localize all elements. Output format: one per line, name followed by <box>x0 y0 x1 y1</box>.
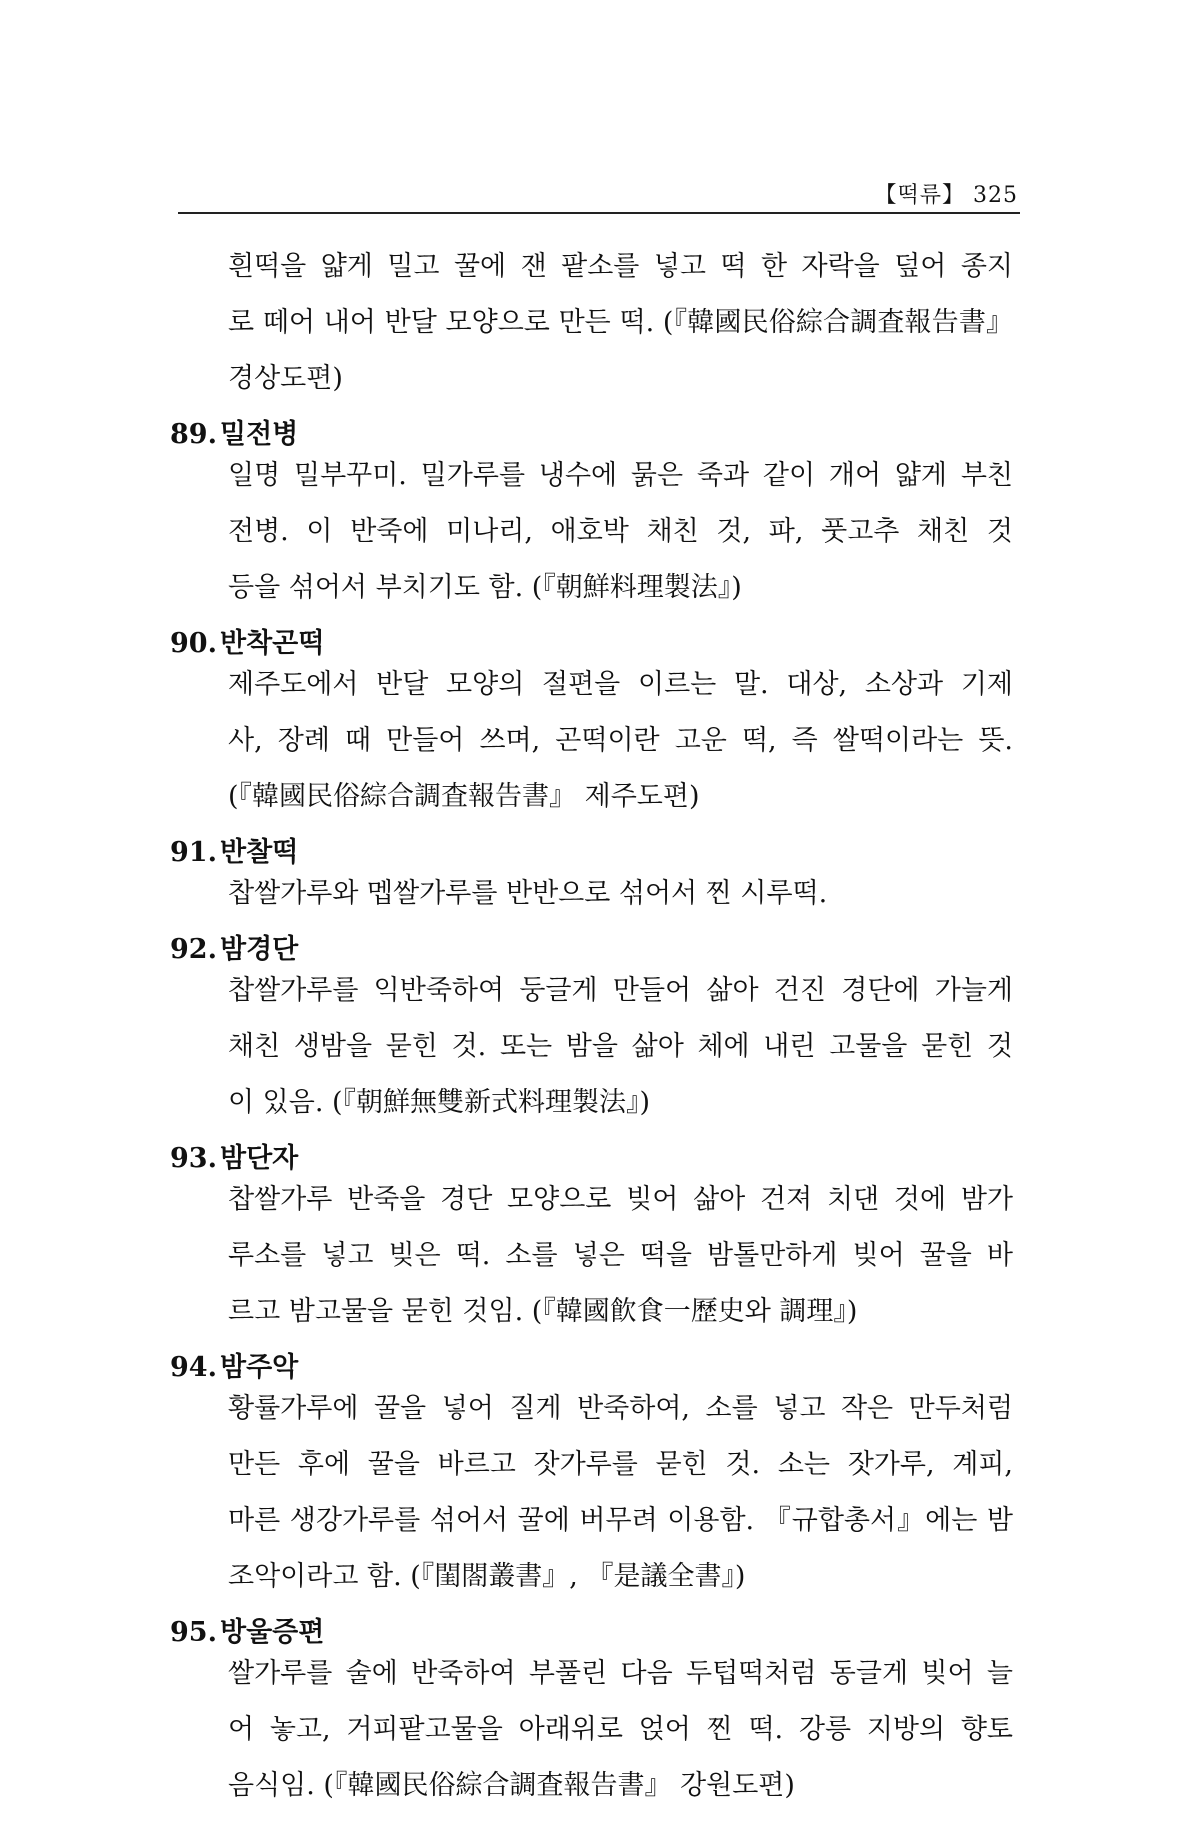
continued-entry <box>228 248 1013 416</box>
body-line: 전병. 이 반죽에 미나리, 애호박 채친 것, 파, 풋고추 채친 것 <box>228 516 1013 547</box>
body-line: 마른 생강가루를 섞어서 꿀에 버무려 이용함. 『규합총서』에는 밤 <box>228 1505 1013 1536</box>
body-line: 이 있음. (『朝鮮無雙新式料理製法』) <box>228 1087 651 1118</box>
body-line: 로 떼어 내어 반달 모양으로 만든 떡. (『韓國民俗綜合調査報告書』 <box>228 307 1013 338</box>
entry-heading: 밤경단 <box>220 934 299 965</box>
entry-title <box>170 1140 1015 1181</box>
body-line: 제주도에서 반달 모양의 절편을 이르는 말. 대상, 소상과 기제 <box>228 669 1013 700</box>
header-rule <box>178 212 1020 214</box>
body-line: 황률가루에 꿀을 넣어 질게 반죽하여, 소를 넣고 작은 만두처럼 <box>228 1393 1013 1424</box>
entry-title <box>170 1349 1015 1390</box>
entry-title <box>170 625 1015 666</box>
body-line: 찹쌀가루를 익반죽하여 둥글게 만들어 삶아 건진 경단에 가늘게 <box>228 975 1013 1006</box>
entry-number: 92. <box>170 934 217 965</box>
entry-title <box>170 1614 1015 1655</box>
body-line: 채친 생밤을 묻힌 것. 또는 밤을 삶아 체에 내린 고물을 묻힌 것 <box>228 1031 1013 1062</box>
entry-title <box>170 834 1015 875</box>
body-line: 조악이라고 함. (『閨閤叢書』, 『是議全書』) <box>228 1561 746 1592</box>
entry-89 <box>170 416 1015 625</box>
entry-number: 89. <box>170 419 217 450</box>
entry-body <box>228 1181 1013 1349</box>
body-line: 음식임. (『韓國民俗綜合調査報告書』 강원도편) <box>228 1770 795 1801</box>
entry-body <box>228 457 1013 625</box>
entry-90 <box>170 625 1015 834</box>
entry-body <box>228 1655 1013 1823</box>
entry-number: 95. <box>170 1617 217 1648</box>
body-line: 등을 섞어서 부치기도 함. (『朝鮮料理製法』) <box>228 572 742 603</box>
entry-number: 90. <box>170 628 217 659</box>
body-line: 일명 밀부꾸미. 밀가루를 냉수에 묽은 죽과 같이 개어 얇게 부친 <box>228 460 1013 491</box>
entry-95 <box>170 1614 1015 1823</box>
body-line: 흰떡을 얇게 밀고 꿀에 잰 팥소를 넣고 떡 한 자락을 덮어 종지 <box>228 251 1013 282</box>
body-line: 어 놓고, 거피팥고물을 아래위로 얹어 찐 떡. 강릉 지방의 향토 <box>228 1714 1013 1745</box>
body-line: 사, 장례 때 만들어 쓰며, 곤떡이란 고운 떡, 즉 쌀떡이라는 뜻. <box>228 725 1013 756</box>
entry-heading: 방울증편 <box>220 1617 325 1648</box>
body-line: 만든 후에 꿀을 바르고 잣가루를 묻힌 것. 소는 잣가루, 계피, <box>228 1449 1013 1480</box>
page-content <box>170 248 1015 1823</box>
entry-92 <box>170 931 1015 1140</box>
entry-body <box>228 875 1013 931</box>
body-line: 쌀가루를 술에 반죽하여 부풀린 다음 두텁떡처럼 동글게 빚어 늘 <box>228 1658 1013 1689</box>
entry-body <box>228 972 1013 1140</box>
body-line: 찹쌀가루와 멥쌀가루를 반반으로 섞어서 찐 시루떡. <box>228 878 828 909</box>
running-header <box>178 178 1018 214</box>
entry-title <box>170 931 1015 972</box>
body-line: (『韓國民俗綜合調査報告書』 제주도편) <box>228 781 700 812</box>
entry-heading: 밀전병 <box>220 419 299 450</box>
entry-title <box>170 416 1015 457</box>
entry-heading: 반착곤떡 <box>220 628 325 659</box>
body-line: 르고 밤고물을 묻힌 것임. (『韓國飮食一歷史와 調理』) <box>228 1296 858 1327</box>
entry-number: 93. <box>170 1143 217 1174</box>
entry-91 <box>170 834 1015 931</box>
entry-body <box>228 1390 1013 1614</box>
body-line: 경상도편) <box>228 363 343 394</box>
header-section: 【떡류】 <box>874 183 965 208</box>
entry-94 <box>170 1349 1015 1614</box>
body-line: 루소를 넣고 빚은 떡. 소를 넣은 떡을 밤톨만하게 빚어 꿀을 바 <box>228 1240 1013 1271</box>
entry-heading: 밤주악 <box>220 1352 299 1383</box>
entry-number: 94. <box>170 1352 217 1383</box>
header-page-number: 325 <box>973 183 1018 208</box>
entry-93 <box>170 1140 1015 1349</box>
body-line: 찹쌀가루 반죽을 경단 모양으로 빚어 삶아 건져 치댄 것에 밤가 <box>228 1184 1013 1215</box>
entry-body <box>228 666 1013 834</box>
entry-heading: 반찰떡 <box>220 837 299 868</box>
entry-heading: 밤단자 <box>220 1143 299 1174</box>
entry-number: 91. <box>170 837 217 868</box>
